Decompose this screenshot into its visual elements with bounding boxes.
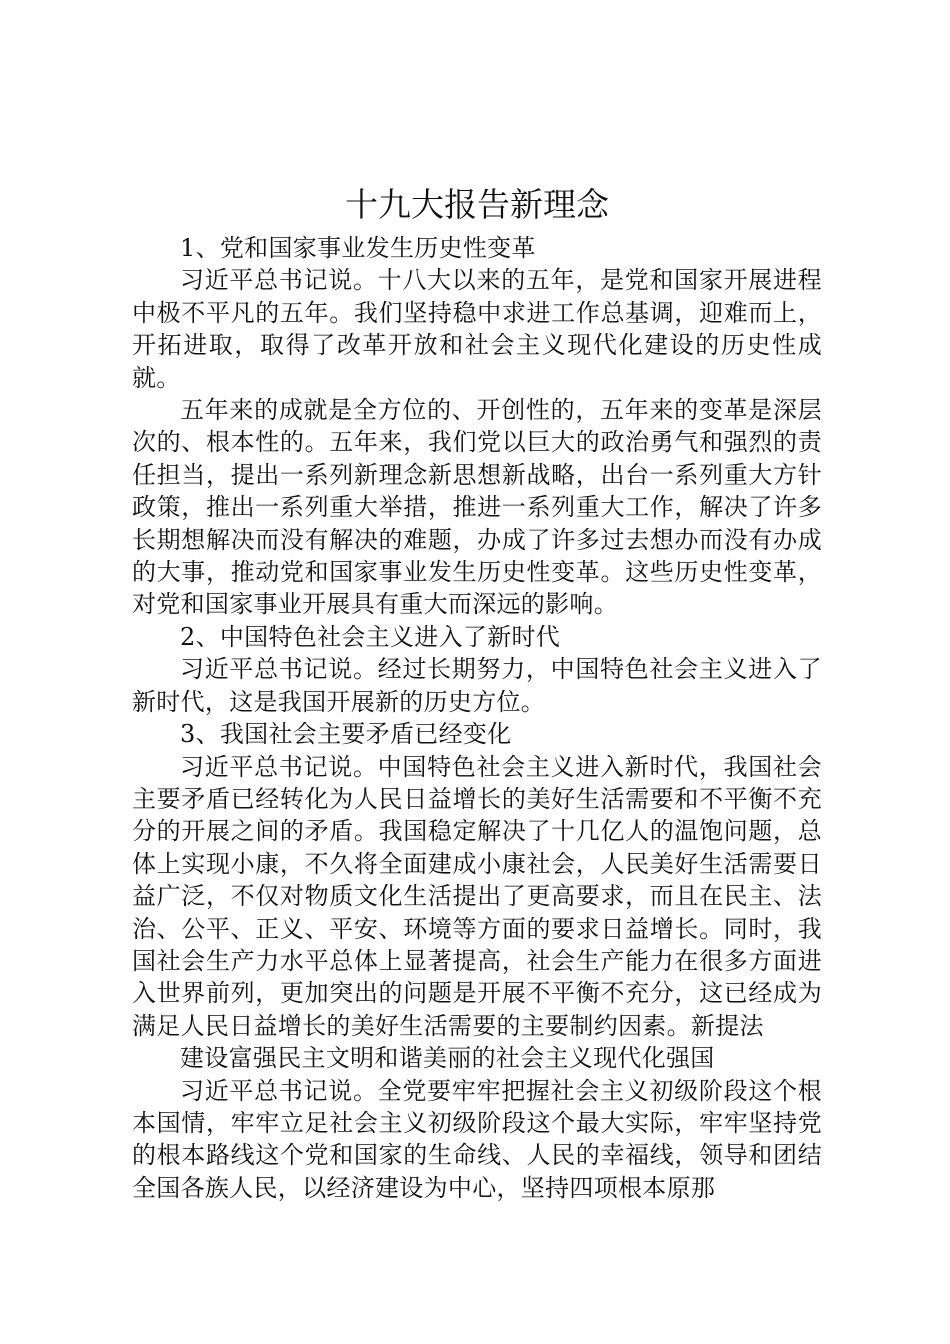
paragraph: 习近平总书记说。全党要牢牢把握社会主义初级阶段这个根本国情，牢牢立足社会主义初级阶段这个最大实际，牢牢坚持党的根本路线这个党和国家的生命线、人民的幸福线，领导和团结全国各族人民，以经济建设为中心，坚持四项根本原那	[132, 1076, 822, 1202]
section-heading-3: 3、我国社会主要矛盾已经变化	[180, 720, 512, 749]
paragraph: 习近平总书记说。十八大以来的五年，是党和国家开展进程中极不平凡的五年。我们坚持稳中求进工作总基调，迎难而上，开拓进取，取得了改革开放和社会主义现代化建设的历史性成就。	[132, 266, 822, 392]
paragraph: 习近平总书记说。中国特色社会主义进入新时代，我国社会主要矛盾已经转化为人民日益增长的美好生活需要和不平衡不充分的开展之间的矛盾。我国稳定解决了十几亿人的温饱问题，总体上实现小康，不久将全面建成小康社会，人民美好生活需要日益广泛，不仅对物质文化生活提出了更高要求，而且在民主、法治、公平、正义、平安、环境等方面的要求日益增长。同时，我国社会生产力水平总体上显著提高，社会生产能力在很多方面进入世界前列，更加突出的问题是开展不平衡不充分，这已经成为满足人民日益增长的美好生活需要的主要制约因素。新提法	[132, 752, 822, 1040]
section-heading-1: 1、党和国家事业发生历史性变革	[180, 234, 536, 262]
document-body	[132, 184, 822, 1204]
paragraph: 五年来的成就是全方位的、开创性的，五年来的变革是深层次的、根本性的。五年来，我们党以巨大的政治勇气和强烈的责任担当，提出一系列新理念新思想新战略，出台一系列重大方针政策，推出一系列重大举措，推进一系列重大工作，解决了许多长期想解决而没有解决的难题，办成了许多过去想办而没有办成的大事，推动党和国家事业发生历史性变革。这些历史性变革，对党和国家事业开展具有重大而深远的影响。	[132, 396, 822, 619]
section-heading-4: 建设富强民主文明和谐美丽的社会主义现代化强国	[180, 1044, 715, 1073]
paragraph: 习近平总书记说。经过长期努力，中国特色社会主义进入了新时代，这是我国开展新的历史方位。	[132, 655, 822, 716]
document-title: 十九大报告新理念	[345, 185, 609, 224]
section-heading-2: 2、中国特色社会主义进入了新时代	[180, 622, 561, 651]
